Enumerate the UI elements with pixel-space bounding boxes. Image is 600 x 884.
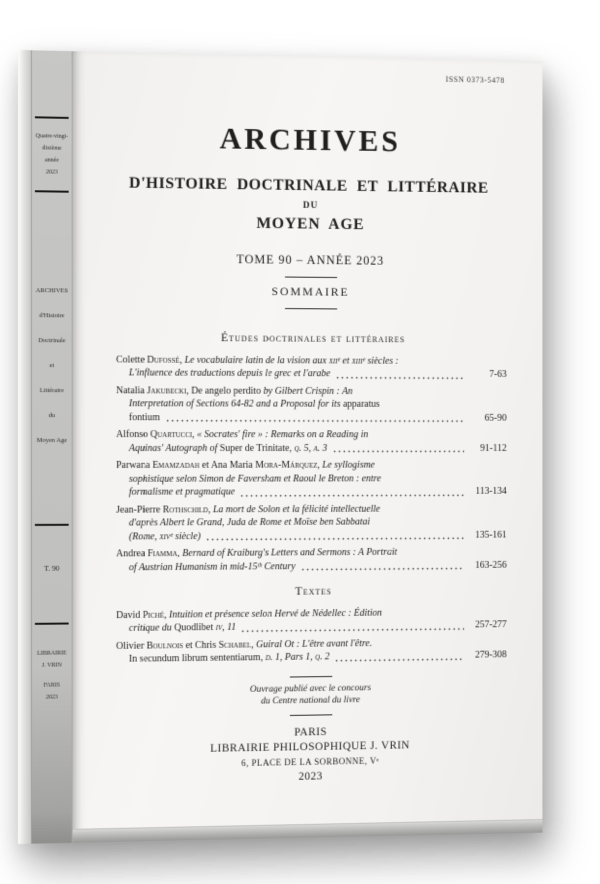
toc-entry-text xyxy=(129,621,236,635)
toc-text-segment: La mort de Solon et la félicité intellectuelle xyxy=(212,503,381,515)
toc-text-segment: Rothschild xyxy=(162,503,209,515)
spine-text-line: 2023 xyxy=(45,694,58,701)
toc-entry-text xyxy=(116,460,375,471)
imprint-line: 2023 xyxy=(298,770,323,783)
toc-entry xyxy=(116,502,507,543)
page-range: 113-134 xyxy=(475,485,507,497)
toc-text-segment: Natalia xyxy=(116,384,147,396)
toc-text-segment: et Chris xyxy=(183,639,219,651)
toc-entry xyxy=(116,428,507,455)
toc-text-segment: Andrea xyxy=(116,548,148,560)
page-range: 257-277 xyxy=(475,619,507,631)
toc-entry-line xyxy=(116,397,507,411)
spine-text-line: dixième xyxy=(42,145,62,152)
toc-text-segment: Olivier xyxy=(116,640,147,652)
toc-text-segment: Mora-Márquez xyxy=(255,459,318,471)
back-cover-edge xyxy=(18,50,32,844)
toc-text-segment: Quartucci xyxy=(150,429,192,441)
toc-text-segment: Intuition et présence selon Hervé de Nédellec : Édition xyxy=(169,607,382,621)
dotted-leader xyxy=(206,534,465,543)
sommaire-heading: SOMMAIRE xyxy=(271,284,350,299)
spine-rule xyxy=(35,190,69,192)
spine-year-block xyxy=(32,130,72,179)
dotted-leader xyxy=(241,625,464,635)
toc-entry-line xyxy=(116,428,507,442)
page-range: 7-63 xyxy=(489,369,507,380)
toc-entry-text xyxy=(129,517,370,529)
spine-rule xyxy=(35,524,69,526)
imprint-block xyxy=(73,721,543,788)
book-cover-mockup xyxy=(18,50,542,844)
toc-text-segment: Jean-Pierre xyxy=(116,504,163,516)
toc-entry-text xyxy=(116,607,382,620)
toc-entry-line xyxy=(116,442,507,455)
page-range: 65-90 xyxy=(484,412,507,424)
imprint-line: 6, PLACE DE LA SORBONNE, Vᵉ xyxy=(241,755,380,768)
toc-text-segment: et xyxy=(340,355,352,367)
toc-text-segment: , xyxy=(317,459,323,471)
dotted-leader xyxy=(165,417,464,425)
toc-entry-line xyxy=(116,411,507,425)
page-block-bottom-edge xyxy=(73,819,543,843)
toc-text-segment: iv, 11 xyxy=(215,621,237,633)
publication-note xyxy=(73,680,543,711)
spine-text-line: ARCHIVES xyxy=(35,287,68,295)
toc-text-segment: fontium xyxy=(128,411,161,423)
toc-text-segment: xiiiᵉ xyxy=(351,355,366,367)
journal-subtitle-line1: D'HISTOIRE DOCTRINALE ET LITTÉRAIRE xyxy=(128,174,489,197)
toc-entry-text xyxy=(129,650,330,666)
dotted-leader xyxy=(334,655,464,664)
toc-entry-text xyxy=(129,442,327,455)
separator-rule xyxy=(289,676,331,678)
toc-entry xyxy=(116,635,507,666)
toc-entry-text xyxy=(116,385,353,397)
toc-text-segment: , xyxy=(260,652,266,664)
toc-entry xyxy=(116,459,507,500)
toc-text-segment: d'après Albert le Grand, Juda de Rome et Moïse ben Sabbatai xyxy=(128,516,371,529)
spine-city-block xyxy=(32,679,72,703)
toc-text-segment: d. 1, xyxy=(265,651,283,664)
spine-text-line: et xyxy=(49,362,55,370)
toc-text-segment: of Austrian Humanism in mid-15ᵗʰ Century xyxy=(128,560,296,573)
toc-text-segment: , xyxy=(251,638,257,650)
toc-text-segment: Jakubecki xyxy=(146,384,187,396)
page-range: 91-112 xyxy=(480,442,507,454)
toc-text-segment: Boulnois xyxy=(146,639,184,652)
imprint-line: LIBRAIRIE PHILOSOPHIQUE J. VRIN xyxy=(210,739,410,755)
dotted-leader xyxy=(332,447,464,454)
toc-entry-text xyxy=(129,411,160,424)
toc-text-segment: In secundum librum sententiarum xyxy=(128,652,261,665)
toc-entry-line xyxy=(116,558,507,574)
journal-subtitle-line3: MOYEN AGE xyxy=(256,215,365,234)
toc-text-segment: critique du xyxy=(128,622,175,634)
toc-section-heading: Études doctrinales et littéraires xyxy=(220,330,406,346)
spine-text-line: d'Histoire xyxy=(39,312,65,320)
dotted-leader xyxy=(240,491,464,499)
toc-text-segment: « Socrates' fire » : Remarks on a Reading in xyxy=(196,429,369,441)
toc-text-segment: Guiral Ot : L'être avant l'être. xyxy=(256,637,372,650)
spine-text-line: LIBRAIRIE xyxy=(37,650,67,657)
toc-text-segment: David xyxy=(116,609,143,621)
spine-text-line: Moyen Age xyxy=(36,437,67,445)
toc-entry-line xyxy=(116,618,507,635)
toc-text-segment: siècle) xyxy=(172,530,201,542)
toc-entry-text xyxy=(116,354,398,366)
toc-text-segment: siècles : xyxy=(365,355,399,367)
spine-text-line: J. VRIN xyxy=(41,662,62,669)
toc-entry-line xyxy=(116,528,507,543)
spine-text-line: 2023 xyxy=(45,169,58,176)
spine-rule xyxy=(35,116,69,119)
dotted-leader xyxy=(335,373,464,381)
spine-text-line: du xyxy=(48,412,56,420)
toc-text-segment: (Rome, xyxy=(128,530,160,542)
page-range: 135-161 xyxy=(475,529,507,541)
toc-text-segment: Emamzadah xyxy=(152,459,200,471)
toc-text-segment: , xyxy=(179,354,185,366)
toc-text-segment: Pars 1, xyxy=(282,651,316,663)
toc-text-segment: xiiᵉ xyxy=(328,355,341,366)
separator-rule xyxy=(289,714,331,716)
toc-entry-line xyxy=(116,485,507,499)
spine-text-line: Littéraire xyxy=(39,387,64,395)
spine-text-line: PARIS xyxy=(43,682,60,689)
toc-entry xyxy=(116,384,507,425)
toc-text-segment: , xyxy=(289,442,295,454)
dotted-leader xyxy=(300,565,464,573)
tome-year-line: TOME 90 – ANNÉE 2023 xyxy=(236,252,385,268)
toc-text-segment: Bernard of Kraiburg's Letters and Sermons : A Portrait xyxy=(182,546,398,559)
separator-rule xyxy=(285,277,337,278)
toc-text-segment: apparatus xyxy=(342,398,380,410)
journal-title: ARCHIVES xyxy=(219,120,401,159)
spine-publisher-block xyxy=(32,647,72,671)
toc-text-segment: Super de Trinitate xyxy=(219,442,290,454)
toc-text-segment: Alfonso xyxy=(116,429,151,441)
toc-text-segment: , xyxy=(208,503,213,515)
toc-entry-text xyxy=(116,547,397,560)
toc-entry-line xyxy=(116,366,507,381)
toc-entry-text xyxy=(129,530,201,544)
toc xyxy=(73,314,543,666)
toc-text-segment: , xyxy=(177,548,183,560)
toc-section-heading: Textes xyxy=(295,583,332,598)
toc-text-segment: formalisme et pragmatique xyxy=(128,486,235,498)
toc-text-segment: Le syllogisme xyxy=(322,459,375,471)
spine-text-line: Quatre-vingt- xyxy=(35,133,68,140)
toc-text-segment: Interpretation of Sections 64-82 and a Proposal for its xyxy=(128,398,343,410)
toc-text-segment: et Ana Maria xyxy=(199,459,256,471)
toc-text-segment: Piché xyxy=(142,609,165,621)
toc-text-segment: by Gilbert Crispin : An xyxy=(263,385,353,397)
toc-text-segment: Fiamma xyxy=(147,548,178,560)
toc-entry-text xyxy=(129,366,330,380)
toc-text-segment: , De angelo perdito xyxy=(186,385,264,397)
toc-text-segment: sophistique selon Simon de Faversham et Raoul le Breton : entre xyxy=(128,472,381,485)
toc-entry xyxy=(116,353,507,381)
imprint-line: PARIS xyxy=(294,725,328,739)
spine-title-block xyxy=(32,278,72,453)
toc-text-segment: L'influence des traductions depuis le grec et l'arabe xyxy=(128,367,331,380)
toc-entry-line xyxy=(116,472,507,486)
toc-text-segment: xivᵉ xyxy=(159,530,173,542)
separator-rule xyxy=(285,308,337,309)
issn-number: ISSN 0373-5478 xyxy=(445,74,505,85)
toc-entry-text xyxy=(129,560,295,574)
toc-entry-text xyxy=(129,486,235,500)
toc-text-segment: , xyxy=(164,609,170,621)
toc-entry-text xyxy=(116,638,372,652)
note-line: Ouvrage publié avec le concours xyxy=(249,682,371,695)
toc-entry-line xyxy=(116,459,507,473)
toc-entry-text xyxy=(116,503,380,515)
toc-entry xyxy=(116,545,507,574)
toc-text-segment: Dufossé xyxy=(146,354,180,366)
toc-entry xyxy=(116,605,507,635)
toc-entry-line xyxy=(116,384,507,398)
toc-entry-text xyxy=(116,429,368,440)
spine-text-line: année xyxy=(44,157,59,164)
toc-text-segment: q. 2 xyxy=(315,651,330,663)
toc-text-segment: , xyxy=(191,429,197,441)
toc-text-segment: Aquinas' Autograph of xyxy=(128,442,220,454)
toc-entry-text xyxy=(129,398,380,409)
spine-text-line: Doctrinale xyxy=(38,337,66,345)
spine-tome-number: T. 90 xyxy=(44,563,60,573)
front-cover xyxy=(73,51,543,843)
toc-text-segment: Quodlibet xyxy=(174,622,216,634)
toc-entry-text xyxy=(129,473,381,484)
page-range: 163-256 xyxy=(475,559,507,571)
journal-subtitle-line2: DU xyxy=(303,200,319,211)
toc-text-segment: Le vocabulaire latin de la vision aux xyxy=(184,354,329,366)
toc-text-segment: Colette xyxy=(116,354,147,366)
toc-text-segment: q. 5, a. 3 xyxy=(294,442,328,454)
note-line: du Centre national du livre xyxy=(260,695,361,707)
toc-text-segment: Parwana xyxy=(116,459,153,471)
toc-text-segment: Schabel xyxy=(218,639,252,651)
spine-rule xyxy=(35,623,69,625)
page-range: 279-308 xyxy=(475,649,507,661)
book-spine xyxy=(32,50,73,843)
